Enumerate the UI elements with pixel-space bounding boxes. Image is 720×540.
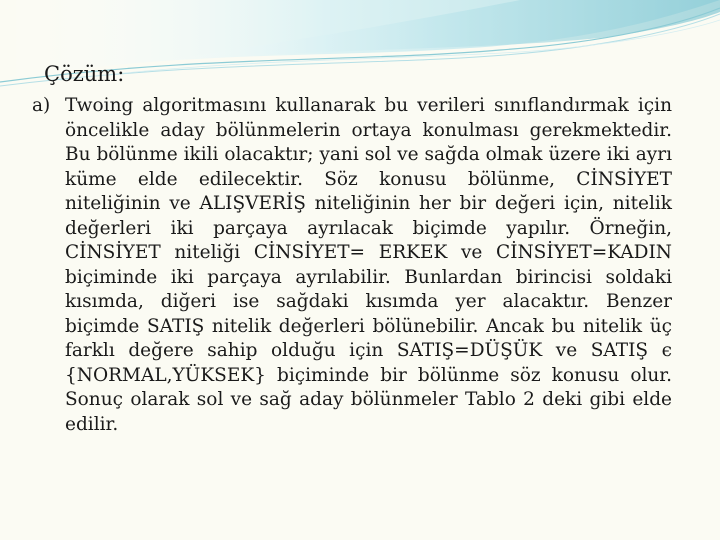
slide-title: Çözüm: bbox=[44, 62, 125, 86]
solution-paragraph: Twoing algoritmasını kullanarak bu verileri sınıflandırmak için öncelikle aday bölünmelerin ortaya konulması gerekmektedir. Bu bölünme ikili olacaktır; yani sol ve sağda olmak üzere iki ayrı küme elde edilecektir. Söz konusu bölünme, CİNSİYET niteliğinin ve ALIŞVERİŞ niteliğinin her bir değeri için, nitelik değerleri iki parçaya ayrılacak biçimde yapılır. Örneğin, CİNSİYET niteliği CİNSİYET= ERKEK ve CİNSİYET=KADIN biçiminde iki parçaya ayrılabilir. Bunlardan birincisi soldaki kısımda, diğeri ise sağdaki kısımda yer alacaktır. Benzer biçimde SATIŞ nitelik değerleri bölünebilir. Ancak bu nitelik üç farklı değere sahip olduğu için SATIŞ=DÜŞÜK ve SATIŞ ϵ {NORMAL,YÜKSEK} biçiminde bir bölünme söz konusu olur. Sonuç olarak sol ve sağ aday bölünmeler Tablo 2 deki gibi elde edilir. bbox=[65, 95, 672, 435]
solution-item bbox=[32, 94, 672, 437]
item-label: a) bbox=[32, 95, 51, 116]
